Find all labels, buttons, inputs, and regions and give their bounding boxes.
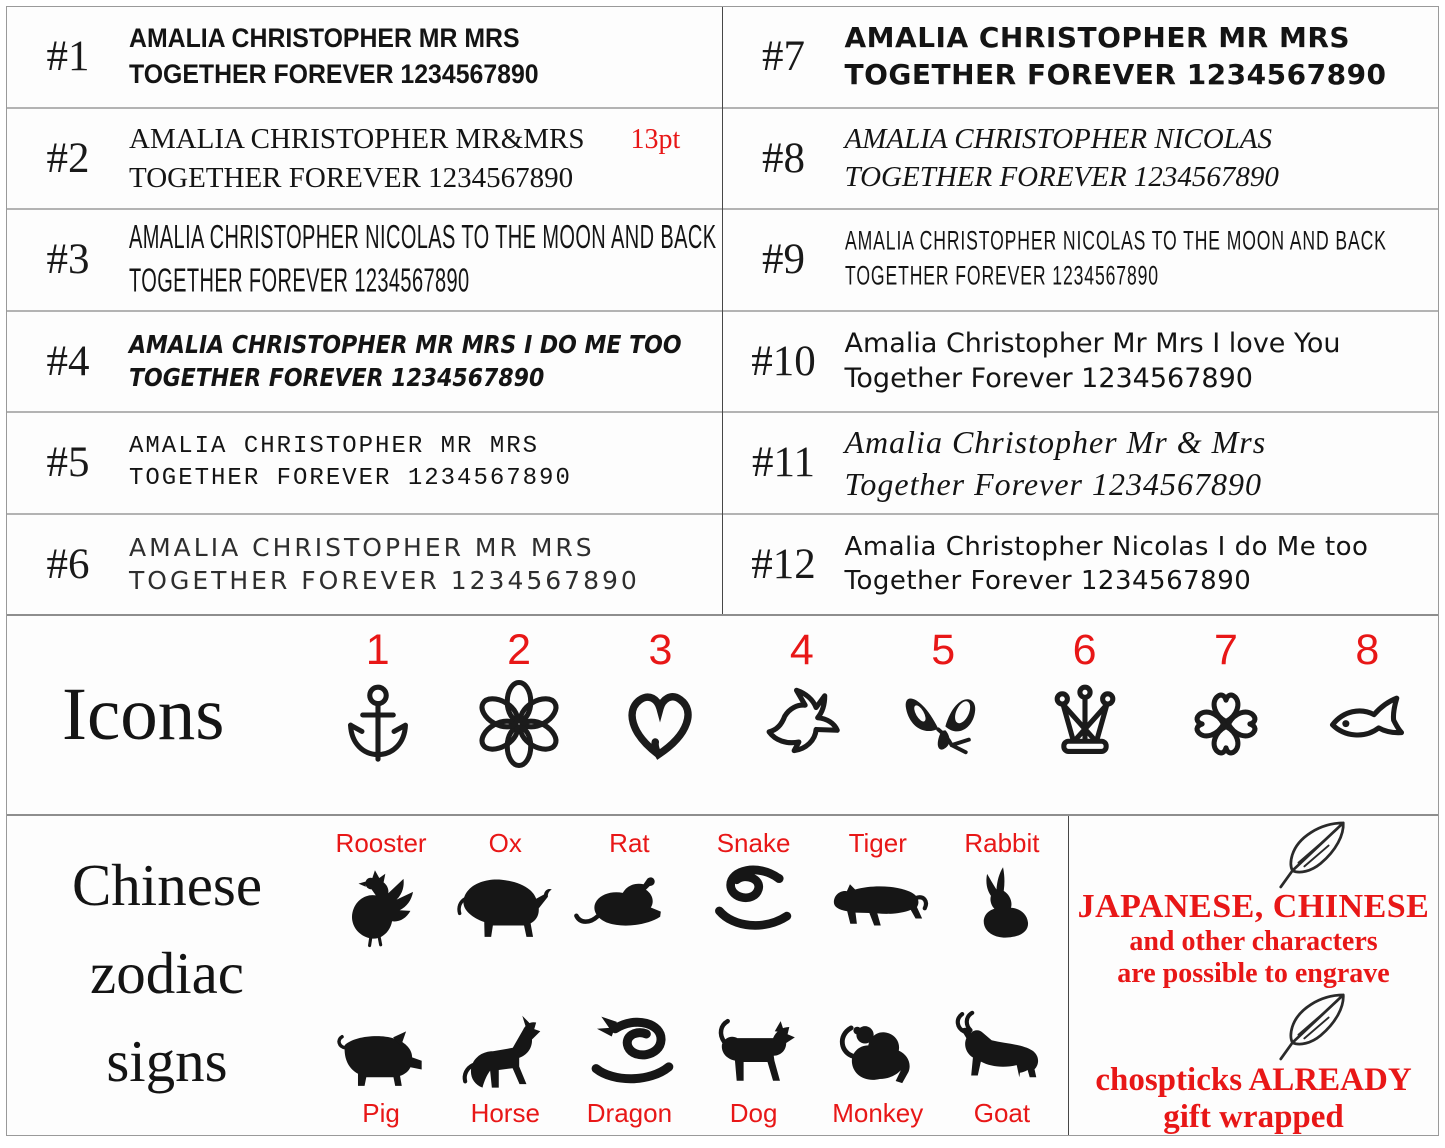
dog-icon — [698, 1008, 810, 1098]
sample-line-1: AMALIA CHRISTOPHER NICOLAS TO THE MOON AND BACK — [129, 218, 717, 256]
font-sample-table — [7, 7, 1438, 614]
zodiac-grid — [319, 816, 1068, 1135]
sample-number: #6 — [46, 540, 90, 588]
zodiac-label: Dragon — [586, 1097, 673, 1128]
icon-option-7 — [1155, 628, 1296, 814]
fish-icon — [1320, 677, 1414, 771]
tiger-icon — [822, 859, 934, 949]
size-note: 13pt — [630, 123, 681, 155]
zodiac-section-title — [7, 816, 319, 1135]
crown-icon — [1038, 677, 1132, 771]
zodiac-label: Snake — [716, 828, 791, 858]
rooster-icon — [325, 859, 437, 949]
icon-option-6 — [1014, 628, 1155, 814]
sample-line-2: TOGETHER FOREVER 1234567890 — [129, 58, 539, 89]
sample-number: #8 — [762, 134, 805, 182]
sample-number: #3 — [46, 236, 90, 284]
zodiac-label: Ox — [488, 828, 522, 858]
sample-number: #11 — [752, 439, 815, 487]
sample-line-2: Together Forever 1234567890 — [844, 566, 1252, 597]
clover-icon — [1179, 677, 1273, 771]
info-line-2: and other characters — [1129, 926, 1378, 957]
sample-number: #10 — [751, 337, 816, 385]
zodiac-label: Rooster — [335, 828, 427, 858]
icon-number: 8 — [1355, 626, 1380, 674]
sample-line-1: Amalia Christopher Nicolas I do Me too — [844, 531, 1369, 562]
sample-line-1: AMALIA CHRISTOPHER MR MRS — [129, 433, 540, 461]
zodiac-section — [7, 814, 1438, 1135]
sample-line-1: AMALIA CHRISTOPHER MR MRS — [129, 23, 520, 54]
engraving-info-panel — [1068, 816, 1438, 1135]
icon-option-8 — [1297, 628, 1438, 814]
zodiac-label: Goat — [973, 1097, 1031, 1128]
zodiac-label: Rat — [609, 828, 650, 858]
font-sample-row-7 — [723, 7, 1439, 109]
sample-number: #9 — [762, 236, 805, 284]
zodiac-label: Monkey — [832, 1097, 924, 1128]
feather-icon — [1239, 814, 1364, 898]
zodiac-title-line-1: Chinese — [71, 852, 263, 919]
ox-icon — [449, 859, 561, 949]
sample-line-2: TOGETHER FOREVER 1234567890 — [844, 161, 1279, 194]
font-sample-row-10 — [723, 312, 1439, 414]
dove-icon — [755, 677, 849, 771]
sample-line-2: TOGETHER FOREVER 1234567890 — [129, 363, 545, 393]
sample-text — [129, 21, 674, 92]
icon-option-1 — [307, 628, 448, 814]
sample-text — [845, 20, 1439, 94]
font-sample-row-11 — [723, 413, 1439, 515]
sample-text — [845, 326, 1439, 397]
icons-section-title: Icons — [62, 673, 225, 756]
icon-option-4 — [731, 628, 872, 814]
zodiac-title-line-2: zodiac — [90, 939, 244, 1006]
heart-icon — [613, 677, 707, 771]
icon-options — [307, 616, 1438, 814]
anchor-icon — [331, 677, 425, 771]
icon-number: 6 — [1072, 626, 1097, 674]
sample-line-1: AMALIA CHRISTOPHER MR MRS — [844, 20, 1351, 54]
sample-number: #5 — [46, 439, 90, 487]
zodiac-option-rabbit — [940, 822, 1064, 977]
zodiac-option-horse — [443, 977, 567, 1132]
sample-line-2: TOGETHER FOREVER 1234567890 — [844, 262, 1159, 293]
zodiac-option-pig — [319, 977, 443, 1132]
info-line-3: are possible to engrave — [1117, 958, 1390, 989]
sample-line-2: TOGETHER FOREVER 1234567890 — [129, 161, 574, 194]
sample-line-1: AMALIA CHRISTOPHER MR MRS — [129, 533, 595, 563]
font-sample-row-1 — [7, 7, 722, 109]
info-line-4: chospticks ALREADY — [1095, 1062, 1412, 1098]
sample-line-2: Together Forever 1234567890 — [844, 363, 1253, 395]
snake-icon — [698, 859, 810, 949]
feather-icon — [1239, 986, 1364, 1070]
sample-line-1: AMALIA CHRISTOPHER NICOLAS — [844, 122, 1272, 155]
zodiac-option-monkey — [816, 977, 940, 1132]
font-sample-row-6 — [7, 515, 722, 615]
butterfly-icon — [896, 677, 990, 771]
sample-line-1: AMALIA CHRISTOPHER MR&MRS 13pt — [129, 122, 681, 155]
icon-number: 2 — [507, 626, 532, 674]
rat-icon — [573, 859, 685, 949]
font-sample-row-2 — [7, 109, 722, 211]
sample-line-2: TOGETHER FOREVER 1234567890 — [844, 57, 1387, 91]
sample-number: #2 — [46, 134, 90, 182]
icon-number: 4 — [789, 626, 814, 674]
zodiac-label: Dog — [729, 1097, 778, 1128]
zodiac-option-goat — [940, 977, 1064, 1132]
icon-number: 7 — [1213, 626, 1238, 674]
zodiac-option-dog — [691, 977, 815, 1132]
sample-number: #4 — [46, 337, 90, 385]
dragon-icon — [573, 1008, 685, 1098]
font-sample-row-9 — [723, 210, 1439, 312]
font-sample-row-12 — [723, 515, 1439, 615]
sample-number: #1 — [46, 33, 90, 81]
sample-number: #12 — [751, 540, 816, 588]
icon-option-3 — [590, 628, 731, 814]
font-sample-row-4 — [7, 312, 722, 414]
icon-option-2 — [448, 628, 589, 814]
horse-icon — [449, 1008, 561, 1098]
info-line-5: gift wrapped — [1163, 1099, 1344, 1135]
zodiac-option-snake — [691, 822, 815, 977]
engraving-options-sheet — [6, 6, 1439, 1136]
sample-text — [845, 224, 1387, 295]
sample-number: #7 — [762, 33, 805, 81]
sample-text — [845, 530, 1439, 599]
sample-text — [845, 421, 1439, 505]
zodiac-label: Tiger — [848, 828, 907, 858]
sample-text — [129, 216, 716, 303]
sample-line-1: Amalia Christopher Mr & Mrs — [844, 423, 1267, 460]
icon-number: 1 — [365, 626, 390, 674]
zodiac-title-line-3: signs — [106, 1027, 228, 1094]
zodiac-label: Rabbit — [964, 828, 1040, 858]
zodiac-option-dragon — [567, 977, 691, 1132]
font-table-right-column — [723, 7, 1439, 614]
icon-number: 5 — [931, 626, 956, 674]
goat-icon — [946, 1008, 1058, 1098]
sample-line-1: Amalia Christopher Mr Mrs I love You — [844, 327, 1341, 359]
sample-text — [845, 120, 1439, 197]
sample-line-1: AMALIA CHRISTOPHER NICOLAS TO THE MOON AND BACK — [844, 226, 1387, 257]
sample-line-2: Together Forever 1234567890 — [844, 465, 1262, 502]
icons-section — [7, 614, 1438, 814]
sample-text — [129, 328, 682, 394]
zodiac-label: Horse — [470, 1097, 540, 1128]
icon-number: 3 — [648, 626, 673, 674]
zodiac-option-tiger — [816, 822, 940, 977]
zodiac-option-ox — [443, 822, 567, 977]
font-sample-row-3 — [7, 210, 722, 312]
monkey-icon — [822, 1008, 934, 1098]
sample-line-2: TOGETHER FOREVER 1234567890 — [129, 464, 572, 492]
sample-text — [129, 120, 722, 197]
sample-line-1: AMALIA CHRISTOPHER MR MRS I DO ME TOO — [129, 330, 682, 360]
sample-text — [129, 431, 722, 494]
zodiac-option-rooster — [319, 822, 443, 977]
pig-icon — [325, 1008, 437, 1098]
sample-line-2: TOGETHER FOREVER 1234567890 — [129, 566, 640, 596]
font-sample-row-8 — [723, 109, 1439, 211]
sample-line-2: TOGETHER FOREVER 1234567890 — [129, 262, 470, 300]
info-line-1: JAPANESE, CHINESE — [1077, 888, 1430, 925]
icon-option-5 — [873, 628, 1014, 814]
zodiac-option-rat — [567, 822, 691, 977]
flower-icon — [472, 677, 566, 771]
rabbit-icon — [946, 859, 1058, 949]
font-sample-row-5 — [7, 413, 722, 515]
font-table-left-column — [7, 7, 723, 614]
sample-text — [129, 531, 722, 597]
zodiac-label: Pig — [362, 1097, 400, 1128]
